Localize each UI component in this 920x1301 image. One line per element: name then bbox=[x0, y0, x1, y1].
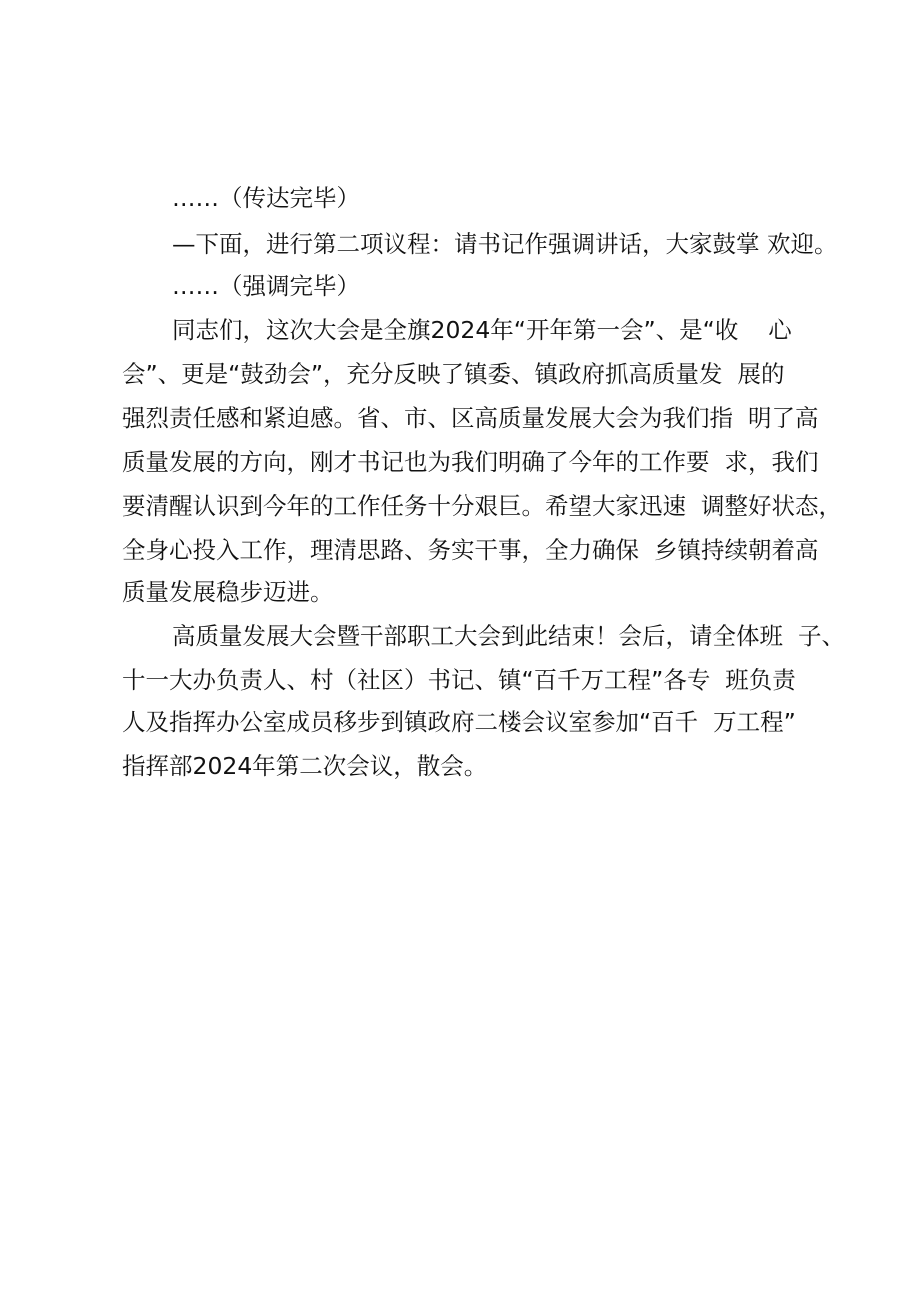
text-line-6: 强烈责任感和紧迫感。省、市、区高质量发展大会为我们指 明了高 bbox=[122, 404, 819, 432]
text-line-9: 全身心投入工作，理清思路、务实干事，全力确保 乡镇持续朝着高 bbox=[122, 536, 819, 564]
text-line-10: 质量发展稳步迈进。 bbox=[122, 578, 334, 606]
text-line-3: ……（强调完毕） bbox=[172, 272, 360, 300]
text-line-7: 质量发展的方向，刚才书记也为我们明确了今年的工作要 求，我们 bbox=[122, 448, 819, 476]
text-line-12: 十一大办负责人、村（社区）书记、镇“百千万工程”各专 班负责 bbox=[122, 666, 796, 694]
text-line-8: 要清醒认识到今年的工作任务十分艰巨。希望大家迅速 调整好状态， bbox=[122, 492, 842, 520]
text-line-2: —下面，进行第二项议程：请书记作强调讲话，大家鼓掌 欢迎。 bbox=[172, 230, 838, 258]
text-line-1: ……（传达完毕） bbox=[172, 184, 360, 212]
text-line-13: 人及指挥办公室成员移步到镇政府二楼会议室参加“百千 万工程” bbox=[122, 708, 796, 736]
text-line-11: 高质量发展大会暨干部职工大会到此结束！会后，请全体班 子、 bbox=[172, 622, 845, 650]
text-line-14: 指挥部2024年第二次会议，散会。 bbox=[122, 752, 488, 780]
text-line-5: 会”、更是“鼓劲会”，充分反映了镇委、镇政府抓高质量发 展的 bbox=[122, 360, 785, 388]
text-line-4: 同志们，这次大会是全旗2024年“开年第一会”、是“收 心 bbox=[172, 316, 792, 344]
